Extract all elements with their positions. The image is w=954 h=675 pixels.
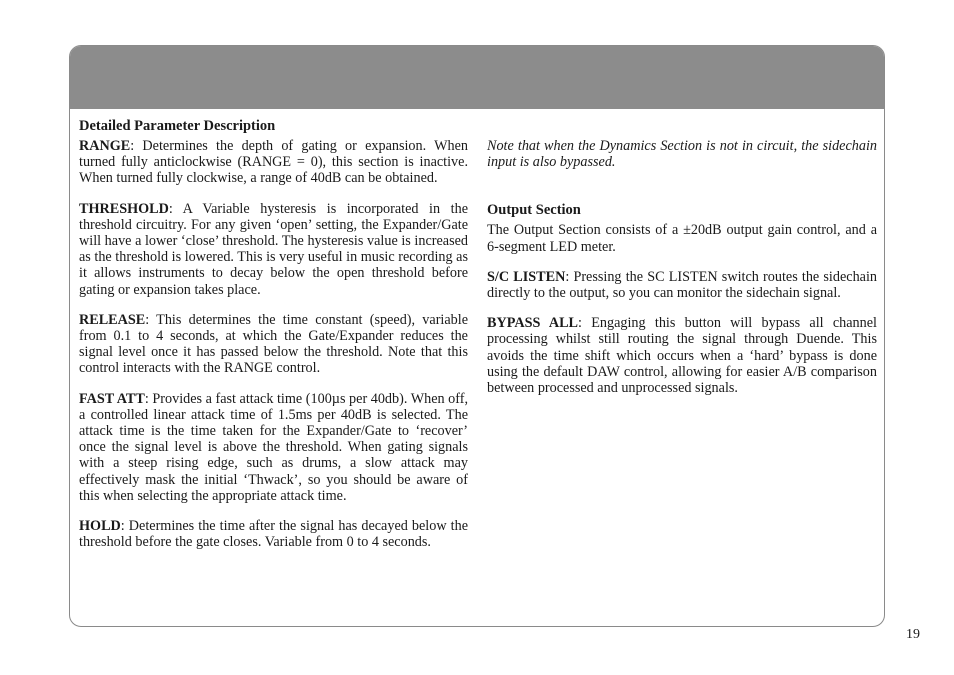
content-card: [69, 45, 885, 627]
param-term: FAST ATT: [79, 390, 145, 407]
param-term: S/C LISTEN: [487, 268, 566, 285]
section-heading-output: Output Section: [487, 202, 581, 219]
param-description: : Pressing the SC LISTEN switch routes the sidechain directly to the output, so you can monitor the sidechain signal.: [487, 268, 877, 302]
right-column: [487, 118, 877, 410]
param-threshold: [79, 201, 468, 298]
param-description: : Determines the time after the signal has decayed below the threshold before the gate closes. Variable from 0 to 4 seconds.: [79, 518, 468, 551]
param-term: RANGE: [79, 138, 131, 154]
output-section-text: The Output Section consists of a ±20dB output gain control, and a 6-segment LED meter.: [487, 222, 877, 255]
section-heading-detailed-parameters: Detailed Parameter Description: [79, 118, 276, 134]
param-hold: [79, 518, 468, 550]
param-description: : Provides a fast attack time (100µs per 40db). When off, a controlled linear attack time of 1.5ms per 40dB is selected. The attack time is the time taken for the Expander/Gate to ‘recover’ once the signal level is above the threshold. When gating signals with a steep rising edge, such as drums, a slow attack may effectively mask the initial ‘Thwack’, so you should be aware of this when selecting the appropriate attack time.: [79, 390, 468, 504]
param-term: RELEASE: [79, 311, 146, 328]
param-term: HOLD: [79, 518, 121, 535]
param-term: BYPASS ALL: [487, 315, 579, 332]
param-description: : Determines the depth of gating or expansion. When turned fully anticlockwise (RANGE = 0), this section is inactive. When turned fully clockwise, a range of 40dB can be obtained.: [79, 138, 468, 187]
page-number: 19: [906, 627, 920, 642]
sidechain-note: Note that when the Dynamics Section is not in circuit, the sidechain input is also bypassed.: [487, 138, 877, 171]
param-term: THRESHOLD: [79, 200, 169, 217]
card-header-bar: [70, 46, 884, 109]
param-description: : Engaging this button will bypass all channel processing whilst still routing the signal through Duende. This avoids the time shift which occurs when a ‘hard’ bypass is done using the default DAW control, allowing for easier A/B comparison between processed and unprocessed signals.: [487, 315, 877, 397]
param-description: : A Variable hysteresis is incorporated in the threshold circuitry. For any given ‘open’ setting, the Expander/Gate will have a lower ‘close’ threshold. The hysteresis value is increased as the threshold is lowered. This is very useful in music recording as it allows instruments to decay below the open threshold before gating or expansion takes place.: [79, 200, 468, 298]
param-sc-listen: [487, 269, 877, 301]
param-fast-att: [79, 391, 468, 504]
param-description: : This determines the time constant (speed), variable from 0.1 to 4 seconds, at which the Gate/Expander reduces the signal level once it has passed below the threshold. Note that this control interacts with the RANGE control.: [79, 311, 468, 377]
param-bypass-all: [487, 315, 877, 396]
param-range: [79, 138, 468, 187]
param-release: [79, 312, 468, 377]
left-column: [79, 118, 468, 564]
